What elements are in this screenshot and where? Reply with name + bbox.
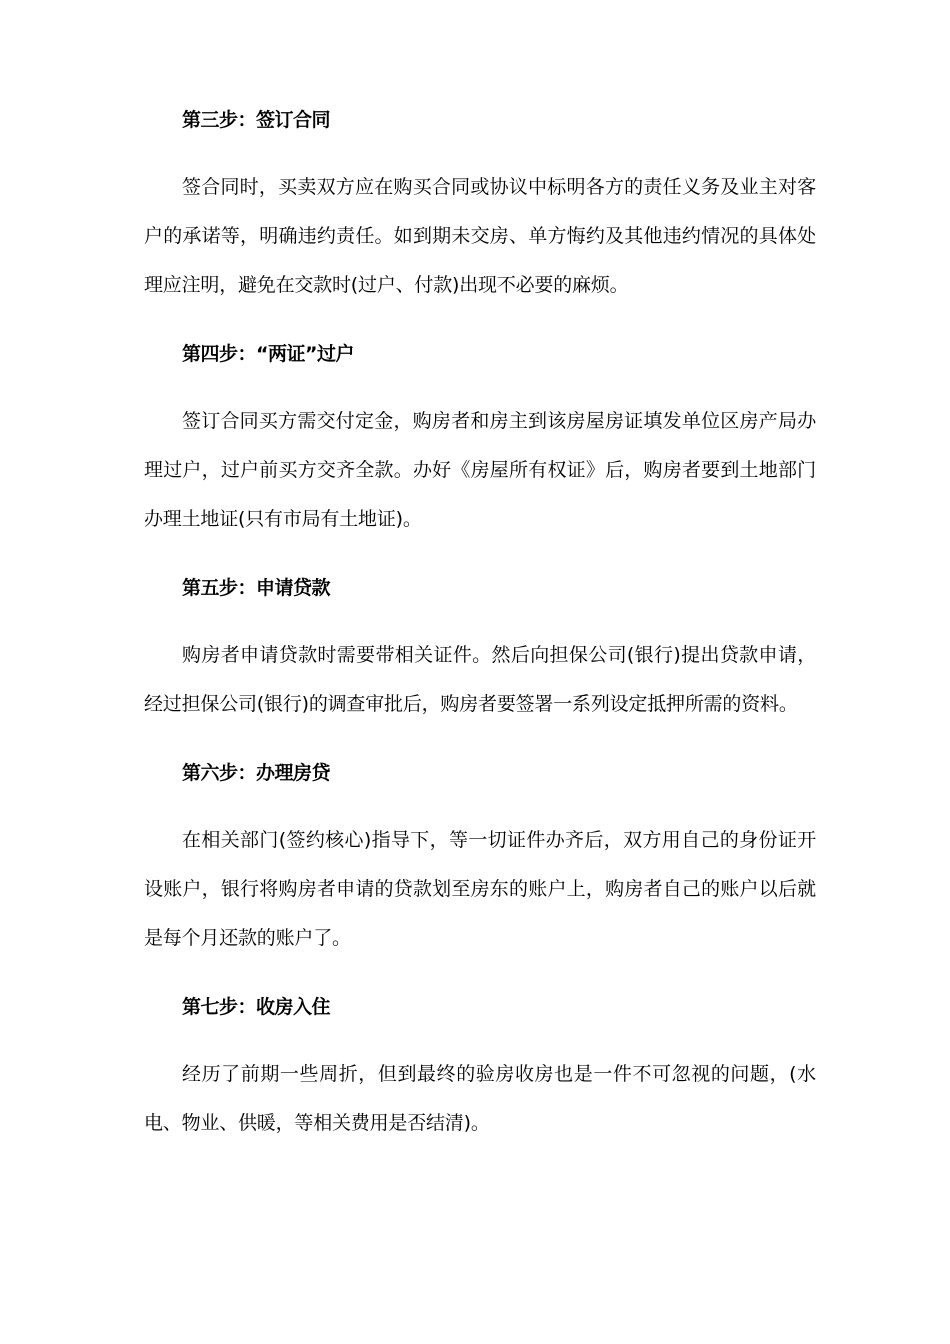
section-step-6	[144, 757, 816, 991]
section-step-3	[144, 104, 816, 338]
section-paragraph: 签订合同买方需交付定金，购房者和房主到该房屋房证填发单位区房产局办理过户，过户前买方交齐全款。办好《房屋所有权证》后，购房者要到土地部门办理土地证(只有市局有土地证)。	[144, 410, 816, 530]
section-paragraph: 在相关部门(签约核心)指导下，等一切证件办齐后，双方用自己的身份证开设账户，银行将购房者申请的贷款划至房东的账户上，购房者自己的账户以后就是每个月还款的账户了。	[144, 829, 816, 949]
section-step-4	[144, 338, 816, 572]
section-heading: 第五步：申请贷款	[182, 577, 331, 599]
section-paragraph: 签合同时，买卖双方应在购买合同或协议中标明各方的责任义务及业主对客户的承诺等，明确违约责任。如到期未交房、单方悔约及其他违约情况的具体处理应注明，避免在交款时(过户、付款)出现不必要的麻烦。	[144, 176, 816, 296]
section-heading: 第三步：签订合同	[182, 109, 331, 131]
section-step-7	[144, 991, 816, 1148]
section-heading: 第七步：收房入住	[182, 996, 331, 1018]
section-paragraph: 经历了前期一些周折，但到最终的验房收房也是一件不可忽视的问题，(水电、物业、供暖，等相关费用是否结清)。	[144, 1063, 816, 1134]
section-heading: 第六步：办理房贷	[182, 762, 331, 784]
section-paragraph: 购房者申请贷款时需要带相关证件。然后向担保公司(银行)提出贷款申请，经过担保公司(银行)的调查审批后，购房者要签署一系列设定抵押所需的资料。	[144, 644, 816, 715]
section-step-5	[144, 572, 816, 757]
section-heading: 第四步：“两证”过户	[182, 343, 354, 365]
